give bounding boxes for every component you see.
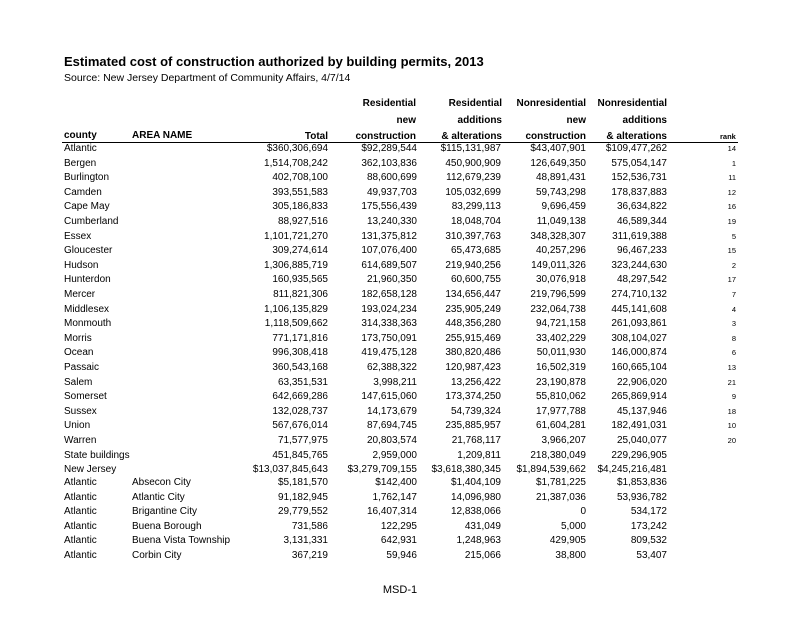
table-row	[0, 376, 800, 391]
res-add-cell: 1,248,963	[456, 535, 501, 547]
header-area-name: AREA NAME	[132, 130, 193, 141]
res-new-cell: 314,338,363	[361, 318, 417, 330]
table-row	[0, 317, 800, 332]
table-row	[0, 520, 800, 535]
table-row	[0, 288, 800, 303]
total-cell: 132,028,737	[272, 405, 328, 417]
total-cell: $360,306,694	[266, 143, 328, 154]
nonres-new-cell: 21,387,036	[535, 491, 586, 503]
table-row	[0, 200, 800, 215]
nonres-add-cell: 311,619,388	[612, 230, 667, 242]
rank-cell: 5	[731, 231, 736, 241]
rank-cell: 3	[731, 319, 736, 329]
header-county: county	[64, 130, 97, 141]
total-cell: $13,037,845,643	[252, 464, 328, 476]
county-cell: Cape May	[64, 201, 110, 213]
county-cell: Atlantic	[64, 535, 97, 547]
header-res-add-line1: Residential	[448, 98, 502, 109]
area-name-cell: Atlantic City	[132, 491, 185, 503]
nonres-new-cell: 59,743,298	[535, 186, 586, 198]
res-new-cell: 175,556,439	[361, 201, 417, 213]
table-row	[0, 476, 800, 491]
total-cell: 996,308,418	[272, 347, 328, 359]
header-nonres-add-line2: additions	[622, 114, 667, 126]
res-add-cell: 18,048,704	[450, 216, 501, 227]
res-add-cell: 14,096,980	[450, 491, 501, 503]
rank-cell: 17	[727, 275, 736, 285]
nonres-add-cell: 229,296,905	[611, 449, 667, 461]
county-cell: Salem	[64, 376, 93, 388]
nonres-new-cell: 33,402,229	[535, 332, 586, 344]
nonres-add-cell: 265,869,914	[611, 391, 667, 403]
res-add-cell: 54,739,324	[450, 405, 501, 417]
total-cell: 3,131,331	[283, 535, 328, 547]
header-res-new-line2: new	[396, 114, 416, 126]
table-row	[0, 346, 800, 361]
table-row	[0, 273, 800, 288]
res-new-cell: 122,295	[380, 520, 417, 532]
rank-cell: 21	[727, 377, 736, 387]
table-row	[0, 230, 800, 245]
header-nonres-add-line1: Nonresidential	[597, 98, 667, 109]
table-row	[0, 215, 800, 230]
rank-cell: 10	[727, 421, 736, 431]
nonres-add-cell: $1,853,836	[616, 477, 667, 488]
nonres-new-cell: 11,049,138	[536, 216, 586, 227]
header-residential-additions	[416, 96, 502, 146]
res-new-cell: 87,694,745	[366, 420, 417, 432]
nonres-new-cell: 232,064,738	[530, 303, 586, 315]
nonres-new-cell: $1,781,225	[535, 477, 586, 488]
table-row	[0, 303, 800, 318]
total-cell: 360,543,168	[272, 362, 328, 373]
county-cell: Hunterdon	[64, 274, 111, 286]
nonres-add-cell: 53,407	[636, 550, 667, 561]
header-rank: rank	[720, 132, 736, 141]
res-new-cell: 21,960,350	[366, 274, 417, 286]
rank-cell: 11	[728, 173, 736, 183]
table-row	[0, 449, 800, 464]
table-row	[0, 419, 800, 434]
res-new-cell: 14,173,679	[366, 405, 417, 417]
header-nonresidential-new	[500, 96, 586, 146]
rank-cell: 1	[731, 158, 736, 168]
nonres-new-cell: 50,011,930	[536, 347, 586, 359]
total-cell: 305,186,833	[272, 201, 328, 213]
county-cell: Camden	[64, 186, 102, 198]
nonres-new-cell: 5,000	[560, 520, 586, 532]
county-cell: Sussex	[64, 405, 97, 417]
rank-cell: 4	[731, 304, 736, 314]
county-cell: New Jersey	[64, 464, 117, 476]
res-new-cell: 16,407,314	[366, 506, 417, 518]
res-new-cell: 88,600,699	[366, 172, 417, 184]
nonres-new-cell: 0	[580, 506, 586, 518]
res-new-cell: 147,615,060	[361, 391, 417, 403]
nonres-add-cell: 182,491,031	[611, 420, 667, 432]
res-add-cell: 431,049	[464, 520, 501, 532]
nonres-add-cell: 308,104,027	[611, 332, 667, 344]
county-cell: Atlantic	[64, 550, 97, 561]
nonres-add-cell: 152,536,731	[611, 172, 667, 184]
res-add-cell: 65,473,685	[450, 245, 501, 257]
nonres-add-cell: 173,242	[630, 520, 667, 532]
res-new-cell: 2,959,000	[372, 449, 417, 461]
table-row	[0, 244, 800, 259]
rank-cell: 2	[731, 260, 736, 270]
res-add-cell: 450,900,909	[445, 157, 501, 169]
header-nonres-new-line1: Nonresidential	[516, 98, 586, 109]
nonres-new-cell: 23,190,878	[535, 376, 586, 388]
county-cell: Essex	[64, 230, 92, 242]
total-cell: 88,927,516	[277, 216, 328, 227]
table-row	[0, 491, 800, 506]
county-cell: Cumberland	[64, 216, 119, 227]
nonres-new-cell: 30,076,918	[535, 274, 586, 286]
county-cell: Gloucester	[64, 245, 113, 257]
report-source: Source: New Jersey Department of Community Affairs, 4/7/14	[64, 72, 351, 84]
county-cell: Atlantic	[64, 520, 97, 532]
county-cell: Bergen	[64, 157, 97, 169]
header-nonres-new-line2: new	[566, 114, 586, 126]
nonres-new-cell: 218,380,049	[530, 449, 586, 461]
table-row	[0, 405, 800, 420]
res-new-cell: 49,937,703	[366, 186, 417, 198]
total-cell: 451,845,765	[272, 449, 328, 461]
rank-cell: 13	[727, 363, 736, 372]
total-cell: 91,182,945	[277, 491, 328, 503]
res-new-cell: 362,103,836	[361, 157, 417, 169]
total-cell: 393,551,583	[272, 186, 328, 198]
county-cell: Somerset	[64, 391, 107, 403]
rank-cell: 14	[727, 144, 736, 153]
nonres-new-cell: 219,796,599	[530, 289, 586, 300]
table-row	[0, 332, 800, 347]
county-cell: State buildings	[64, 449, 130, 461]
total-cell: 1,514,708,242	[264, 157, 328, 169]
total-cell: 29,779,552	[277, 506, 328, 518]
rank-cell: 9	[731, 392, 736, 402]
res-add-cell: 310,397,763	[445, 230, 501, 242]
county-cell: Monmouth	[64, 318, 112, 330]
rank-cell: 12	[727, 187, 736, 197]
res-add-cell: 219,940,256	[445, 259, 501, 271]
area-name-cell: Buena Vista Township	[132, 535, 231, 547]
res-new-cell: 614,689,507	[361, 259, 417, 271]
header-res-new-line1: Residential	[362, 98, 416, 109]
rank-cell: 16	[727, 202, 736, 212]
nonres-add-cell: 36,634,822	[616, 201, 667, 213]
res-new-cell: 182,658,128	[361, 289, 417, 300]
total-cell: 1,306,885,719	[264, 259, 328, 271]
nonres-add-cell: 274,710,132	[611, 289, 667, 300]
nonres-new-cell: 17,977,788	[535, 405, 586, 417]
county-cell: Atlantic	[64, 491, 97, 503]
res-new-cell: 131,375,812	[361, 230, 417, 242]
county-cell: Atlantic	[64, 143, 97, 154]
total-cell: 402,708,100	[272, 172, 328, 184]
rank-cell: 15	[727, 246, 736, 256]
nonres-add-cell: 96,467,233	[616, 245, 667, 257]
res-add-cell: 255,915,469	[445, 332, 501, 344]
nonres-new-cell: 16,502,319	[535, 362, 586, 373]
header-res-add-line2: additions	[457, 114, 502, 126]
county-cell: Middlesex	[64, 303, 110, 315]
table-row	[0, 505, 800, 520]
nonres-add-cell: 261,093,861	[611, 318, 667, 330]
header-res-new-line3: construction	[355, 131, 416, 142]
res-add-cell: 83,299,113	[451, 201, 501, 213]
total-cell: 771,171,816	[272, 332, 328, 344]
total-cell: 367,219	[291, 550, 328, 561]
res-new-cell: 59,946	[386, 550, 417, 561]
nonres-add-cell: $4,245,216,481	[597, 464, 667, 476]
res-add-cell: 60,600,755	[450, 274, 501, 286]
res-new-cell: 419,475,128	[361, 347, 417, 359]
res-add-cell: 105,032,699	[445, 186, 501, 198]
res-add-cell: 380,820,486	[445, 347, 501, 359]
nonres-add-cell: $109,477,262	[605, 143, 667, 154]
total-cell: 1,106,135,829	[264, 303, 328, 315]
res-new-cell: 193,024,234	[361, 303, 417, 315]
rank-cell: 19	[727, 217, 736, 226]
nonres-add-cell: 178,837,883	[611, 186, 667, 198]
county-cell: Warren	[64, 435, 97, 446]
nonres-new-cell: 94,721,158	[535, 318, 586, 330]
header-nonres-add-line3: & alterations	[606, 131, 667, 142]
table-row	[0, 142, 800, 157]
rank-cell: 18	[727, 406, 736, 416]
res-add-cell: 235,905,249	[445, 303, 501, 315]
nonres-add-cell: 575,054,147	[611, 157, 667, 169]
area-name-cell: Absecon City	[132, 477, 191, 488]
header-total-line2	[260, 113, 328, 130]
total-cell: 567,676,014	[272, 420, 328, 432]
res-add-cell: 173,374,250	[445, 391, 501, 403]
county-cell: Burlington	[64, 172, 110, 184]
table-row	[0, 549, 800, 564]
county-cell: Morris	[64, 332, 92, 344]
res-new-cell: 642,931	[380, 535, 417, 547]
county-cell: Atlantic	[64, 477, 97, 488]
res-add-cell: $1,404,109	[450, 477, 501, 488]
table-row	[0, 157, 800, 172]
total-cell: 71,577,975	[277, 435, 328, 446]
nonres-add-cell: 809,532	[630, 535, 667, 547]
nonres-add-cell: 160,665,104	[611, 362, 667, 373]
res-new-cell: 1,762,147	[372, 491, 417, 503]
nonres-add-cell: 22,906,020	[616, 376, 667, 388]
nonres-new-cell: 429,905	[549, 535, 586, 547]
page-footer: MSD-1	[382, 584, 418, 596]
nonres-add-cell: 46,589,344	[616, 216, 667, 227]
table-row	[0, 434, 800, 449]
res-new-cell: 107,076,400	[361, 245, 417, 257]
res-new-cell: $3,279,709,155	[347, 464, 417, 476]
county-cell: Mercer	[64, 289, 96, 300]
res-new-cell: 13,240,330	[366, 216, 417, 227]
res-add-cell: 13,256,422	[450, 376, 501, 388]
res-add-cell: 120,987,423	[445, 362, 501, 373]
res-new-cell: 173,750,091	[361, 332, 417, 344]
nonres-new-cell: 348,328,307	[530, 230, 586, 242]
res-add-cell: 21,768,117	[451, 435, 501, 446]
nonres-add-cell: 48,297,542	[616, 274, 667, 286]
nonres-add-cell: 146,000,874	[611, 347, 667, 359]
report-title: Estimated cost of construction authorized by building permits, 2013	[64, 54, 484, 69]
county-cell: Atlantic	[64, 506, 97, 518]
nonres-add-cell: 534,172	[630, 506, 667, 518]
rank-cell: 8	[731, 333, 736, 343]
table-row	[0, 171, 800, 186]
total-cell: 811,821,306	[273, 289, 328, 300]
header-total	[260, 96, 328, 146]
nonres-new-cell: 9,696,459	[541, 201, 586, 213]
res-new-cell: 20,803,574	[366, 435, 417, 446]
total-cell: 1,101,721,270	[264, 230, 328, 242]
nonres-add-cell: 45,137,946	[616, 405, 667, 417]
nonres-add-cell: 25,040,077	[616, 435, 667, 446]
total-cell: $5,181,570	[277, 477, 328, 488]
nonres-add-cell: 53,936,782	[616, 491, 667, 503]
county-cell: Hudson	[64, 259, 99, 271]
table-row	[0, 259, 800, 274]
nonres-new-cell: 3,966,207	[541, 435, 586, 446]
total-cell: 309,274,614	[272, 245, 328, 257]
nonres-new-cell: 61,604,281	[535, 420, 586, 432]
res-add-cell: 235,885,957	[445, 420, 501, 432]
header-nonres-new-line3: construction	[525, 131, 586, 142]
res-new-cell: 62,388,322	[366, 362, 417, 373]
nonres-new-cell: 48,891,431	[535, 172, 586, 184]
total-cell: 160,935,565	[272, 274, 328, 286]
county-cell: Passaic	[64, 362, 100, 373]
res-add-cell: 112,679,239	[446, 172, 501, 184]
total-cell: 731,586	[291, 520, 328, 532]
rank-cell: 7	[731, 290, 736, 299]
nonres-add-cell: 445,141,608	[611, 303, 667, 315]
header-total-line1	[260, 96, 328, 113]
res-add-cell: 134,656,447	[445, 289, 501, 300]
res-new-cell: $92,289,544	[361, 143, 417, 154]
res-add-cell: 12,838,066	[450, 506, 501, 518]
nonres-new-cell: 126,649,350	[530, 157, 586, 169]
nonres-new-cell: 38,800	[555, 550, 586, 561]
res-add-cell: 448,356,280	[445, 318, 501, 330]
nonres-new-cell: 149,011,326	[531, 259, 586, 271]
res-add-cell: $3,618,380,345	[431, 464, 501, 476]
nonres-new-cell: $1,894,539,662	[516, 464, 586, 476]
area-name-cell: Buena Borough	[132, 520, 202, 532]
table-row	[0, 534, 800, 549]
nonres-new-cell: $43,407,901	[530, 143, 586, 154]
nonres-new-cell: 40,257,296	[535, 245, 586, 257]
total-cell: 63,351,531	[277, 376, 328, 388]
table-row	[0, 390, 800, 405]
total-cell: 1,118,509,662	[264, 318, 328, 330]
header-residential-new	[328, 96, 416, 146]
table-row	[0, 361, 800, 376]
rank-cell: 6	[731, 348, 736, 358]
total-cell: 642,669,286	[272, 391, 328, 403]
header-res-add-line3: & alterations	[441, 131, 502, 142]
res-add-cell: $115,131,987	[440, 143, 501, 154]
area-name-cell: Corbin City	[132, 550, 182, 561]
res-new-cell: $142,400	[375, 477, 417, 488]
county-cell: Union	[64, 420, 91, 432]
header-nonresidential-additions	[580, 96, 667, 146]
res-new-cell: 3,998,211	[373, 376, 417, 388]
county-cell: Ocean	[64, 347, 94, 359]
res-add-cell: 1,209,811	[457, 449, 501, 461]
area-name-cell: Brigantine City	[132, 506, 198, 518]
res-add-cell: 215,066	[464, 550, 501, 561]
rank-cell: 20	[727, 436, 736, 445]
table-row	[0, 186, 800, 201]
header-total-line3: Total	[304, 131, 328, 142]
nonres-new-cell: 55,810,062	[535, 391, 586, 403]
nonres-add-cell: 323,244,630	[611, 259, 667, 271]
